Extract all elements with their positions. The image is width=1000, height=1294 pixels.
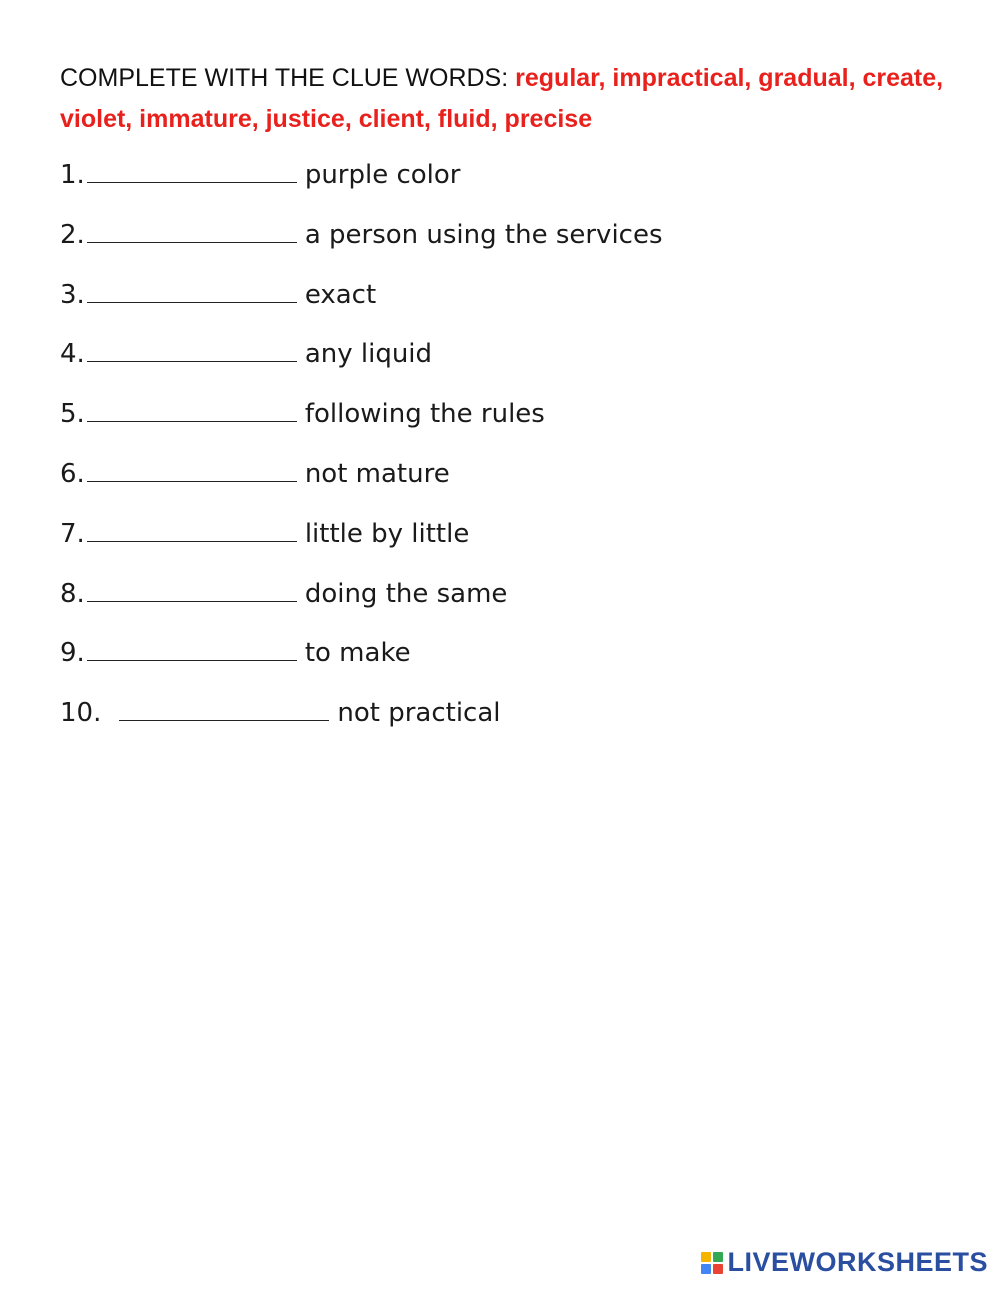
logo-text: LIVEWORKSHEETS [727, 1247, 988, 1277]
exercise-item-2 [60, 215, 663, 275]
exercise-item-3 [60, 275, 663, 335]
answer-blank[interactable] [87, 480, 297, 482]
logo-mark-cell [701, 1264, 711, 1274]
item-definition: not practical [337, 698, 501, 729]
answer-blank[interactable] [87, 600, 297, 602]
item-definition: following the rules [304, 399, 545, 430]
exercise-item-5 [60, 394, 663, 454]
answer-blank[interactable] [87, 301, 297, 303]
item-definition: purple color [304, 160, 461, 190]
exercise-item-10 [60, 693, 663, 753]
item-definition: not mature [304, 458, 450, 489]
item-definition: exact [304, 279, 377, 310]
exercise-item-1 [60, 155, 663, 215]
logo-mark-cell [701, 1252, 711, 1262]
item-number: 10. [60, 698, 102, 729]
item-number: 1. [60, 160, 85, 190]
item-number: 2. [60, 219, 85, 250]
exercise-item-4 [60, 334, 663, 394]
item-definition: any liquid [304, 339, 433, 370]
logo-mark-cell [713, 1252, 723, 1262]
item-number: 3. [60, 279, 85, 310]
exercise-item-6 [60, 454, 663, 514]
item-definition: to make [304, 638, 411, 669]
answer-blank[interactable] [87, 540, 297, 542]
item-number: 4. [60, 339, 85, 370]
item-number: 9. [60, 638, 85, 669]
answer-blank[interactable] [87, 360, 297, 362]
liveworksheets-logo [701, 1247, 988, 1278]
exercise-item-9 [60, 633, 663, 693]
answer-blank[interactable] [87, 241, 297, 243]
logo-mark-icon [701, 1252, 723, 1274]
logo-mark-cell [713, 1264, 723, 1274]
exercise-item-7 [60, 514, 663, 574]
answer-blank[interactable] [87, 420, 297, 422]
item-number: 6. [60, 458, 85, 489]
item-number: 7. [60, 518, 85, 549]
item-definition: a person using the services [304, 219, 663, 250]
instructions-prefix: COMPLETE WITH THE CLUE WORDS: [60, 64, 516, 92]
answer-blank[interactable] [87, 659, 297, 661]
item-definition: little by little [304, 518, 470, 549]
item-definition: doing the same [304, 578, 508, 609]
answer-blank[interactable] [119, 719, 329, 721]
item-number: 8. [60, 578, 85, 609]
exercise-item-8 [60, 574, 663, 634]
item-number: 5. [60, 399, 85, 430]
clue-words: regular, impractical, gradual, create, violet, immature, justice, client, fluid, precise [60, 64, 944, 133]
answer-blank[interactable] [87, 181, 297, 183]
exercise-list [60, 155, 663, 753]
instructions [60, 58, 960, 140]
